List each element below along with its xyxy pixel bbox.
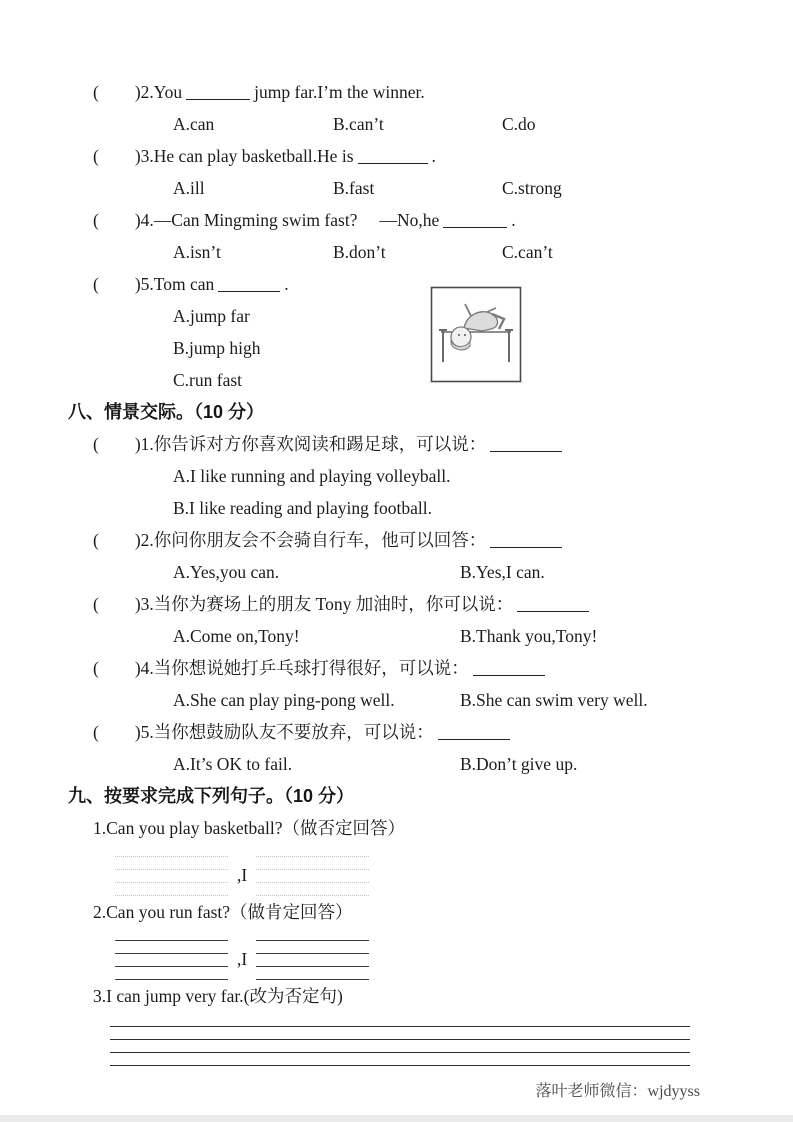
answer-write-lines <box>256 928 369 980</box>
question-text: 当你想鼓励队友不要放弃，可以说： <box>153 722 434 742</box>
answer-paren-open: ( <box>93 658 99 678</box>
answer-blank <box>218 276 280 292</box>
s9-question-1: 1.Can you play basketball?（做否定回答） <box>93 818 406 838</box>
answer-blank <box>358 148 428 164</box>
s9-answer-area-1 <box>115 844 753 896</box>
option-a: A.ill <box>173 178 205 198</box>
option-b: B.Thank you,Tony! <box>460 626 598 646</box>
scan-edge-strip <box>0 1115 793 1122</box>
s8-question-3 <box>93 588 753 620</box>
question-number: )2. <box>134 530 154 550</box>
question-text: You <box>153 82 183 102</box>
option-b: B.don’t <box>333 242 386 262</box>
mcq-question-4 <box>93 204 753 236</box>
option-c: C.strong <box>502 178 562 198</box>
s8-question-4 <box>93 652 753 684</box>
question-text: 当你想说她打乒乓球打得很好，可以说： <box>153 658 469 678</box>
option-a: A.Yes,you can. <box>173 562 280 582</box>
option-b: B.She can swim very well. <box>460 690 648 710</box>
answer-blank <box>186 84 250 100</box>
question-number: )4. <box>134 658 154 678</box>
question-text: —Can Mingming swim fast? <box>153 210 358 230</box>
answer-paren-open: ( <box>93 210 99 230</box>
answer-paren-open: ( <box>93 530 99 550</box>
s9-question-3: 3.I can jump very far.(改为否定句) <box>93 986 343 1006</box>
mcq-options-3 <box>93 172 753 204</box>
question-text: Tom can <box>153 274 215 294</box>
answer-paren-open: ( <box>93 722 99 742</box>
exam-content <box>68 76 753 1066</box>
answer-blank <box>490 532 562 548</box>
section-8-title: 八、情景交际。（10 分） <box>68 402 265 422</box>
option-c: C.can’t <box>502 242 553 262</box>
answer-blank <box>438 724 510 740</box>
mcq-question-2 <box>93 76 753 108</box>
mcq-options-2 <box>93 108 753 140</box>
question-number: )3. <box>134 594 154 614</box>
option-b: B.jump high <box>173 338 261 358</box>
question-number: )5. <box>134 274 154 294</box>
s9-answer-area-2 <box>115 928 753 980</box>
option-b: B.I like reading and playing football. <box>173 498 433 518</box>
option-b: B.Don’t give up. <box>460 754 578 774</box>
answer-blank <box>517 596 589 612</box>
option-a: A.She can play ping-pong well. <box>173 690 395 710</box>
answer-paren-open: ( <box>93 434 99 454</box>
s8-question-1 <box>93 428 753 460</box>
question-number: )4. <box>134 210 154 230</box>
s8-options-5 <box>93 748 753 780</box>
s8-question-2 <box>93 524 753 556</box>
s8-options-3 <box>93 620 753 652</box>
answer-separator: ,I <box>237 948 248 969</box>
question-text: He can play basketball.He is <box>153 146 354 166</box>
s9-answer-area-3 <box>110 1012 690 1066</box>
mcq-question-5 <box>93 268 753 300</box>
mcq-options-4 <box>93 236 753 268</box>
answer-separator: ,I <box>237 864 248 885</box>
question-number: )1. <box>134 434 154 454</box>
question-number: )5. <box>134 722 154 742</box>
answer-write-lines <box>256 844 369 896</box>
answer-paren-open: ( <box>93 594 99 614</box>
s8-options-2 <box>93 556 753 588</box>
answer-paren-open: ( <box>93 274 99 294</box>
question-text: . <box>431 146 436 166</box>
high-jump-illustration <box>430 286 522 383</box>
option-a: A.Come on,Tony! <box>173 626 300 646</box>
option-a: A.can <box>173 114 215 134</box>
section-9-title: 九、按要求完成下列句子。（10 分） <box>68 786 355 806</box>
s8-question-5 <box>93 716 753 748</box>
answer-paren-open: ( <box>93 146 99 166</box>
option-c: C.run fast <box>173 370 243 390</box>
option-a: A.jump far <box>173 306 250 326</box>
option-a: A.isn’t <box>173 242 221 262</box>
answer-blank <box>473 660 545 676</box>
option-b: B.Yes,I can. <box>460 562 545 582</box>
question-text: —No,he <box>379 210 440 230</box>
answer-write-lines <box>115 844 228 896</box>
mcq-question-3 <box>93 140 753 172</box>
question-text: jump far.I’m the winner. <box>254 82 425 102</box>
option-c: C.do <box>502 114 536 134</box>
question-text: 你问你朋友会不会骑自行车，他可以回答： <box>153 530 487 550</box>
s8-options-4 <box>93 684 753 716</box>
answer-paren-open: ( <box>93 82 99 102</box>
answer-blank <box>443 212 507 228</box>
option-b: B.can’t <box>333 114 384 134</box>
option-b: B.fast <box>333 178 375 198</box>
question-text: 当你为赛场上的朋友 Tony 加油时，你可以说： <box>153 594 514 614</box>
answer-blank <box>490 436 562 452</box>
question-text: . <box>284 274 289 294</box>
question-number: )3. <box>134 146 154 166</box>
option-a: A.It’s OK to fail. <box>173 754 293 774</box>
option-a: A.I like running and playing volleyball. <box>173 466 451 486</box>
teacher-wechat-watermark: 落叶老师微信：wjdyyss <box>535 1083 700 1100</box>
s9-question-2: 2.Can you run fast?（做肯定回答） <box>93 902 353 922</box>
answer-write-lines <box>115 928 228 980</box>
question-text: . <box>511 210 516 230</box>
question-number: )2. <box>134 82 154 102</box>
question-text: 你告诉对方你喜欢阅读和踢足球，可以说： <box>153 434 487 454</box>
